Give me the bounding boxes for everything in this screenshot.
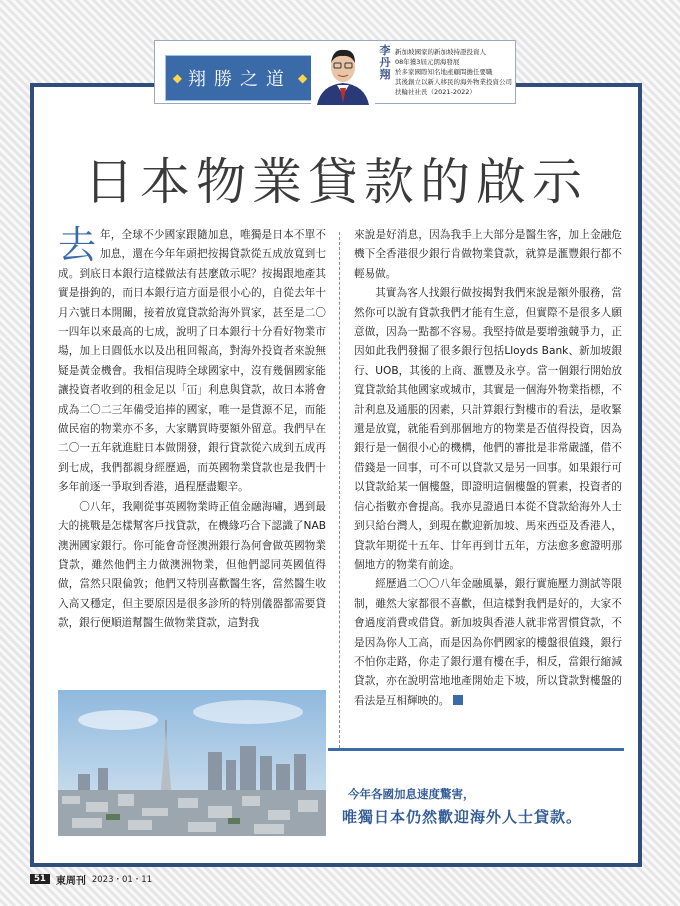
bio-line: 新加坡國家的新加坡持證投資人 xyxy=(395,48,486,56)
paragraph-text: 年，全球不少國家跟隨加息，唯獨是日本不單不加息，還在今年年頭把按揭貸款從五成放寬到七成。到底日本銀行這樣做法有甚麼啟示呢？按揭跟地產其實是掛鉤的，而日本銀行這方面是很小心的，自從去年十月六號日本開關，接着放寬貸款給海外買家，甚至是二〇一四年以來最高的七成，說明了日本銀行十分看好物業市場，加上日圓低水以及出租回報高，對海外投資者來說無疑是黃金機會。我相信現時全球國家中，沒有幾個國家能讓投資者收到的租金足以「冚」利息與貸款，故日本將會成為二〇二三年備受追捧的國家，唯一是貨源不足，而能做民宿的物業亦不多，大家購買時要額外留意。我們早在二〇一五年就進駐日本做開發，銀行貸款從六成到五成再到七成，我們都親身經歷過，而英國物業貸款也是我們十多年前逐一爭取到香港，過程歷盡艱辛。 xyxy=(58,229,326,494)
bio-line: 08年獲3屆元朗海發展 xyxy=(395,58,460,66)
magazine-name: 東周刊 xyxy=(55,875,86,887)
end-mark-icon xyxy=(453,695,463,705)
drop-cap: 去 xyxy=(58,223,97,267)
pullquote-rule xyxy=(328,748,624,751)
paragraph: 來說是好消息，因為我手上大部分是醫生客，加上金融危機下全香港很少銀行肯做物業貸款，就算是滙豐銀行都不輕易做。 xyxy=(354,229,622,280)
bio-line: 於多家國際知名地產顧問擔任要職 xyxy=(395,68,493,76)
bio-line: 扶輪社社長（2021-2022） xyxy=(395,88,476,96)
pullquote-line-2: 唯獨日本仍然歡迎海外人士貸款。 xyxy=(342,808,583,826)
article-title: 日本物業貸款的啟示 xyxy=(84,153,588,211)
left-column xyxy=(58,223,326,634)
right-column xyxy=(354,226,622,711)
column-divider xyxy=(339,232,340,748)
paragraph: 〇八年，我剛從事英國物業時正值金融海嘯，遇到最大的挑戰是怎樣幫客戶找貸款，在機緣巧合下認識了NAB澳洲國家銀行。你可能會奇怪澳洲銀行為何會做英國物業貸款，雖然他們主力做澳洲物業，但他們認同英國值得做，當然只限倫敦；他們又特別喜歡醫生客，當然醫生收入高又穩定，但主要原因是很多診所的特別儀器都需要貸款，銀行便順道幫醫生做物業貸款，這對我 xyxy=(58,500,326,630)
page-footer xyxy=(30,872,152,886)
paragraph xyxy=(58,223,326,498)
author-portrait xyxy=(311,43,375,105)
column-header xyxy=(154,40,516,104)
paragraph xyxy=(354,575,622,711)
column-name: 翔勝之道 xyxy=(188,69,292,90)
bio-line: 其後創立以新人移民的海外物業投資公司 xyxy=(395,78,512,86)
paragraph-text: 經歷過二〇〇八年金融風暴，銀行實施壓力測試等限制，雖然大家都很不喜歡，但這樣對我們是好的，大家不會過度消費或借貸。新加坡與香港人就非常習慣貸款，不是因為你人工高，而是因為你們國家的樓盤很值錢，銀行不怕你走路，你走了銀行還有樓在手，相反，當銀行縮減貸款，亦在說明當地地產開始走下坡，所以貸款對樓盤的看法是互相輝映的。 xyxy=(354,578,622,707)
pullquote-line-1: 今年各國加息速度驚害， xyxy=(348,787,475,801)
page-number: 51 xyxy=(30,874,50,884)
pullquote xyxy=(342,786,622,827)
paragraph: 其實為客人找銀行做按揭對我們來說是額外服務，當然你可以說有貸款我們才能有生意，但實際不是很多人願意做，因為一點都不容易。我堅持做是要增強競爭力，正因如此我們發掘了很多銀行包括Lloyds Bank、新加坡銀行、UOB，其後的上商、滙豐及永亨。當一個銀行開始放寬貸款給其他國家或城市，其實是一個海外物業指標，不計利息及通脹的因素，只計算銀行對樓市的看法，是收緊還是放寬，就能看到那個地方的物業是否值得投資，因為銀行是一個很小心的機構，他們的審批是非常嚴謹，借不借錢是一回事，可不可以貸款又是另一回事。如果銀行可以貸款給某一個樓盤，即證明這個樓盤的質素，投資者的信心指數亦會提高。我亦見證過日本從不貸款給海外人士到只給台灣人，到現在歡迎新加坡、馬來西亞及香港人，貸款年期從十五年、廿年再到廿五年，方法愈多愈證明那個地方的物業有前途。 xyxy=(354,287,622,571)
tokyo-skyline-photo xyxy=(58,690,326,836)
author-name: 李丹翔 xyxy=(379,44,391,81)
column-badge: ◆ 翔勝之道 ◆ xyxy=(165,55,315,101)
issue-date: 2023・01・11 xyxy=(91,875,153,885)
author-bio xyxy=(395,47,513,97)
